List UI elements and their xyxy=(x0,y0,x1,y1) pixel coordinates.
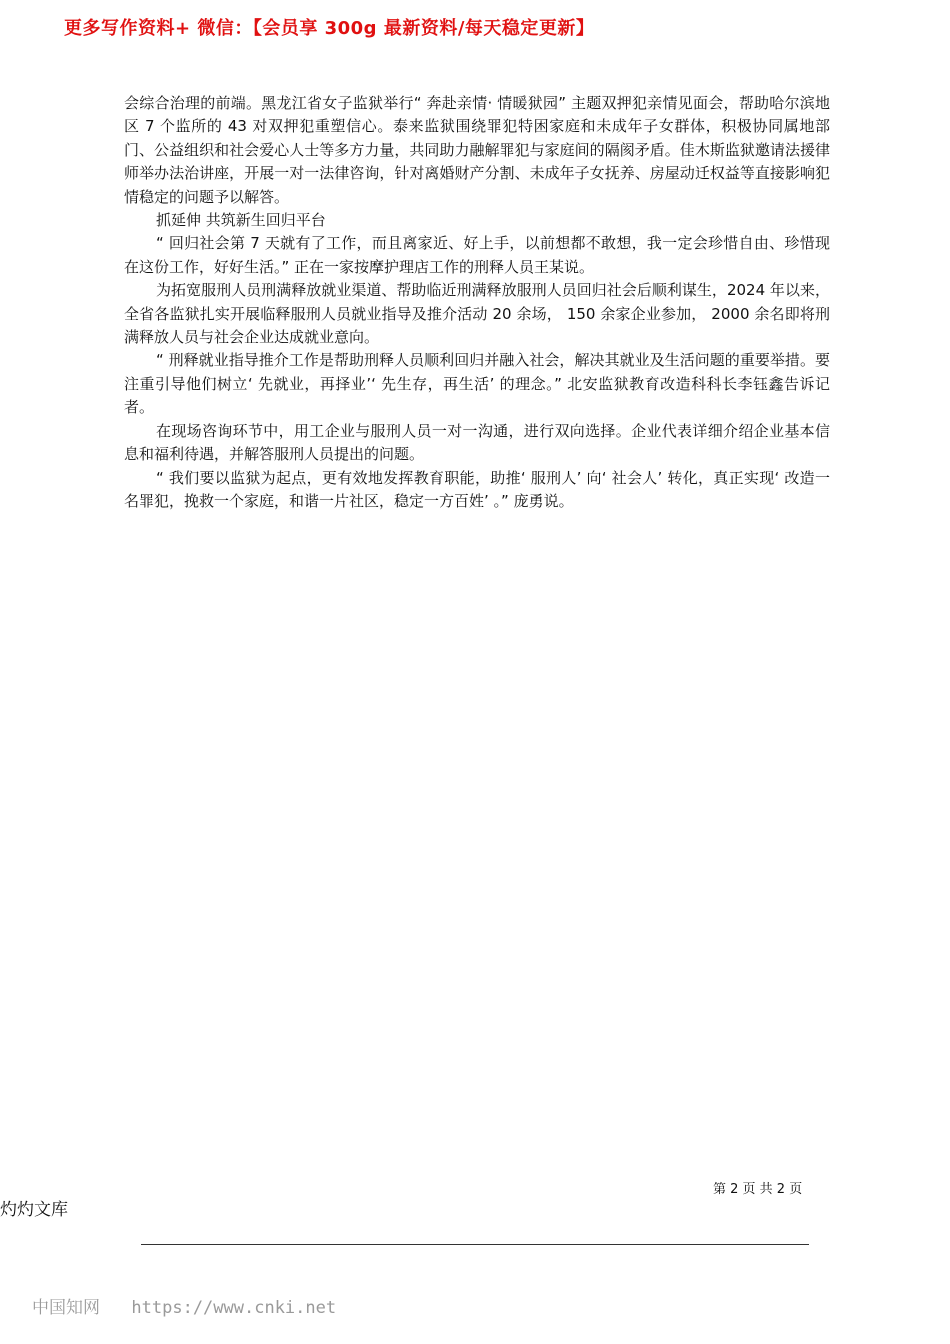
page-number: 第 2 页 共 2 页 xyxy=(713,1182,803,1197)
paragraph: “ 回归社会第 7 天就有了工作，而且离家近、好上手，以前想都不敢想，我一定会珍惜自由、珍惜现在这份工作，好好生活。” 正在一家按摩护理店工作的刑释人员王某说。 xyxy=(124,234,830,276)
article-body xyxy=(124,92,830,513)
watermark-url: https://www.cnki.net xyxy=(131,1298,337,1318)
paragraph: “ 我们要以监狱为起点，更有效地发挥教育职能，助推‘ 服刑人’ 向‘ 社会人’ 转化，真正实现‘ 改造一名罪犯，挽救一个家庭，和谐一片社区，稳定一方百姓’ 。” 庞勇说。 xyxy=(124,468,830,510)
paragraph: 为拓宽服刑人员刑满释放就业渠道、帮助临近刑满释放服刑人员回归社会后顺利谋生，2024 年以来， 全省各监狱扎实开展临释服刑人员就业指导及推介活动 20 余场， 150 余家企业参加， 2000 余名即将刑满释放人员与社会企业达成就业意向。 xyxy=(124,281,830,347)
promo-banner: 更多写作资料+ 微信：【会员享 300g 最新资料/每天稳定更新】 xyxy=(64,18,595,39)
paragraph: 在现场咨询环节中，用工企业与服刑人员一对一沟通，进行双向选择。企业代表详细介绍企业基本信息和福利待遇，并解答服刑人员提出的问题。 xyxy=(124,421,830,464)
paragraph: “ 刑释就业指导推介工作是帮助刑释人员顺利回归并融入社会，解决其就业及生活问题的重要举措。要注重引导他们树立‘ 先就业，再择业’‘ 先生存，再生活’ 的理念。” 北安监狱教育改造科科长李钰鑫告诉记者。 xyxy=(124,351,830,417)
footer-divider xyxy=(141,1244,809,1245)
watermark-name: 中国知网 xyxy=(32,1298,100,1318)
cnki-watermark xyxy=(32,1293,336,1318)
section-heading: 抓延伸 共筑新生回归平台 xyxy=(156,211,326,230)
library-name: 灼灼文库 xyxy=(0,1200,68,1220)
paragraph: 会综合治理的前端。黑龙江省女子监狱举行“ 奔赴亲情· 情暖狱园” 主题双押犯亲情见面会，帮助哈尔滨地区 7 个监所的 43 对双押犯重塑信心。泰来监狱围绕罪犯特困家庭和未成年子女群体，积极协同属地部门、公益组织和社会爱心人士等多方力量，共同助力融解罪犯与家庭间的隔阂矛盾。佳木斯监狱邀请法援律师举办法治讲座，开展一对一法律咨询，针对离婚财产分割、未成年子女抚养、房屋动迁权益等直接影响犯情稳定的问题予以解答。 xyxy=(124,94,830,206)
